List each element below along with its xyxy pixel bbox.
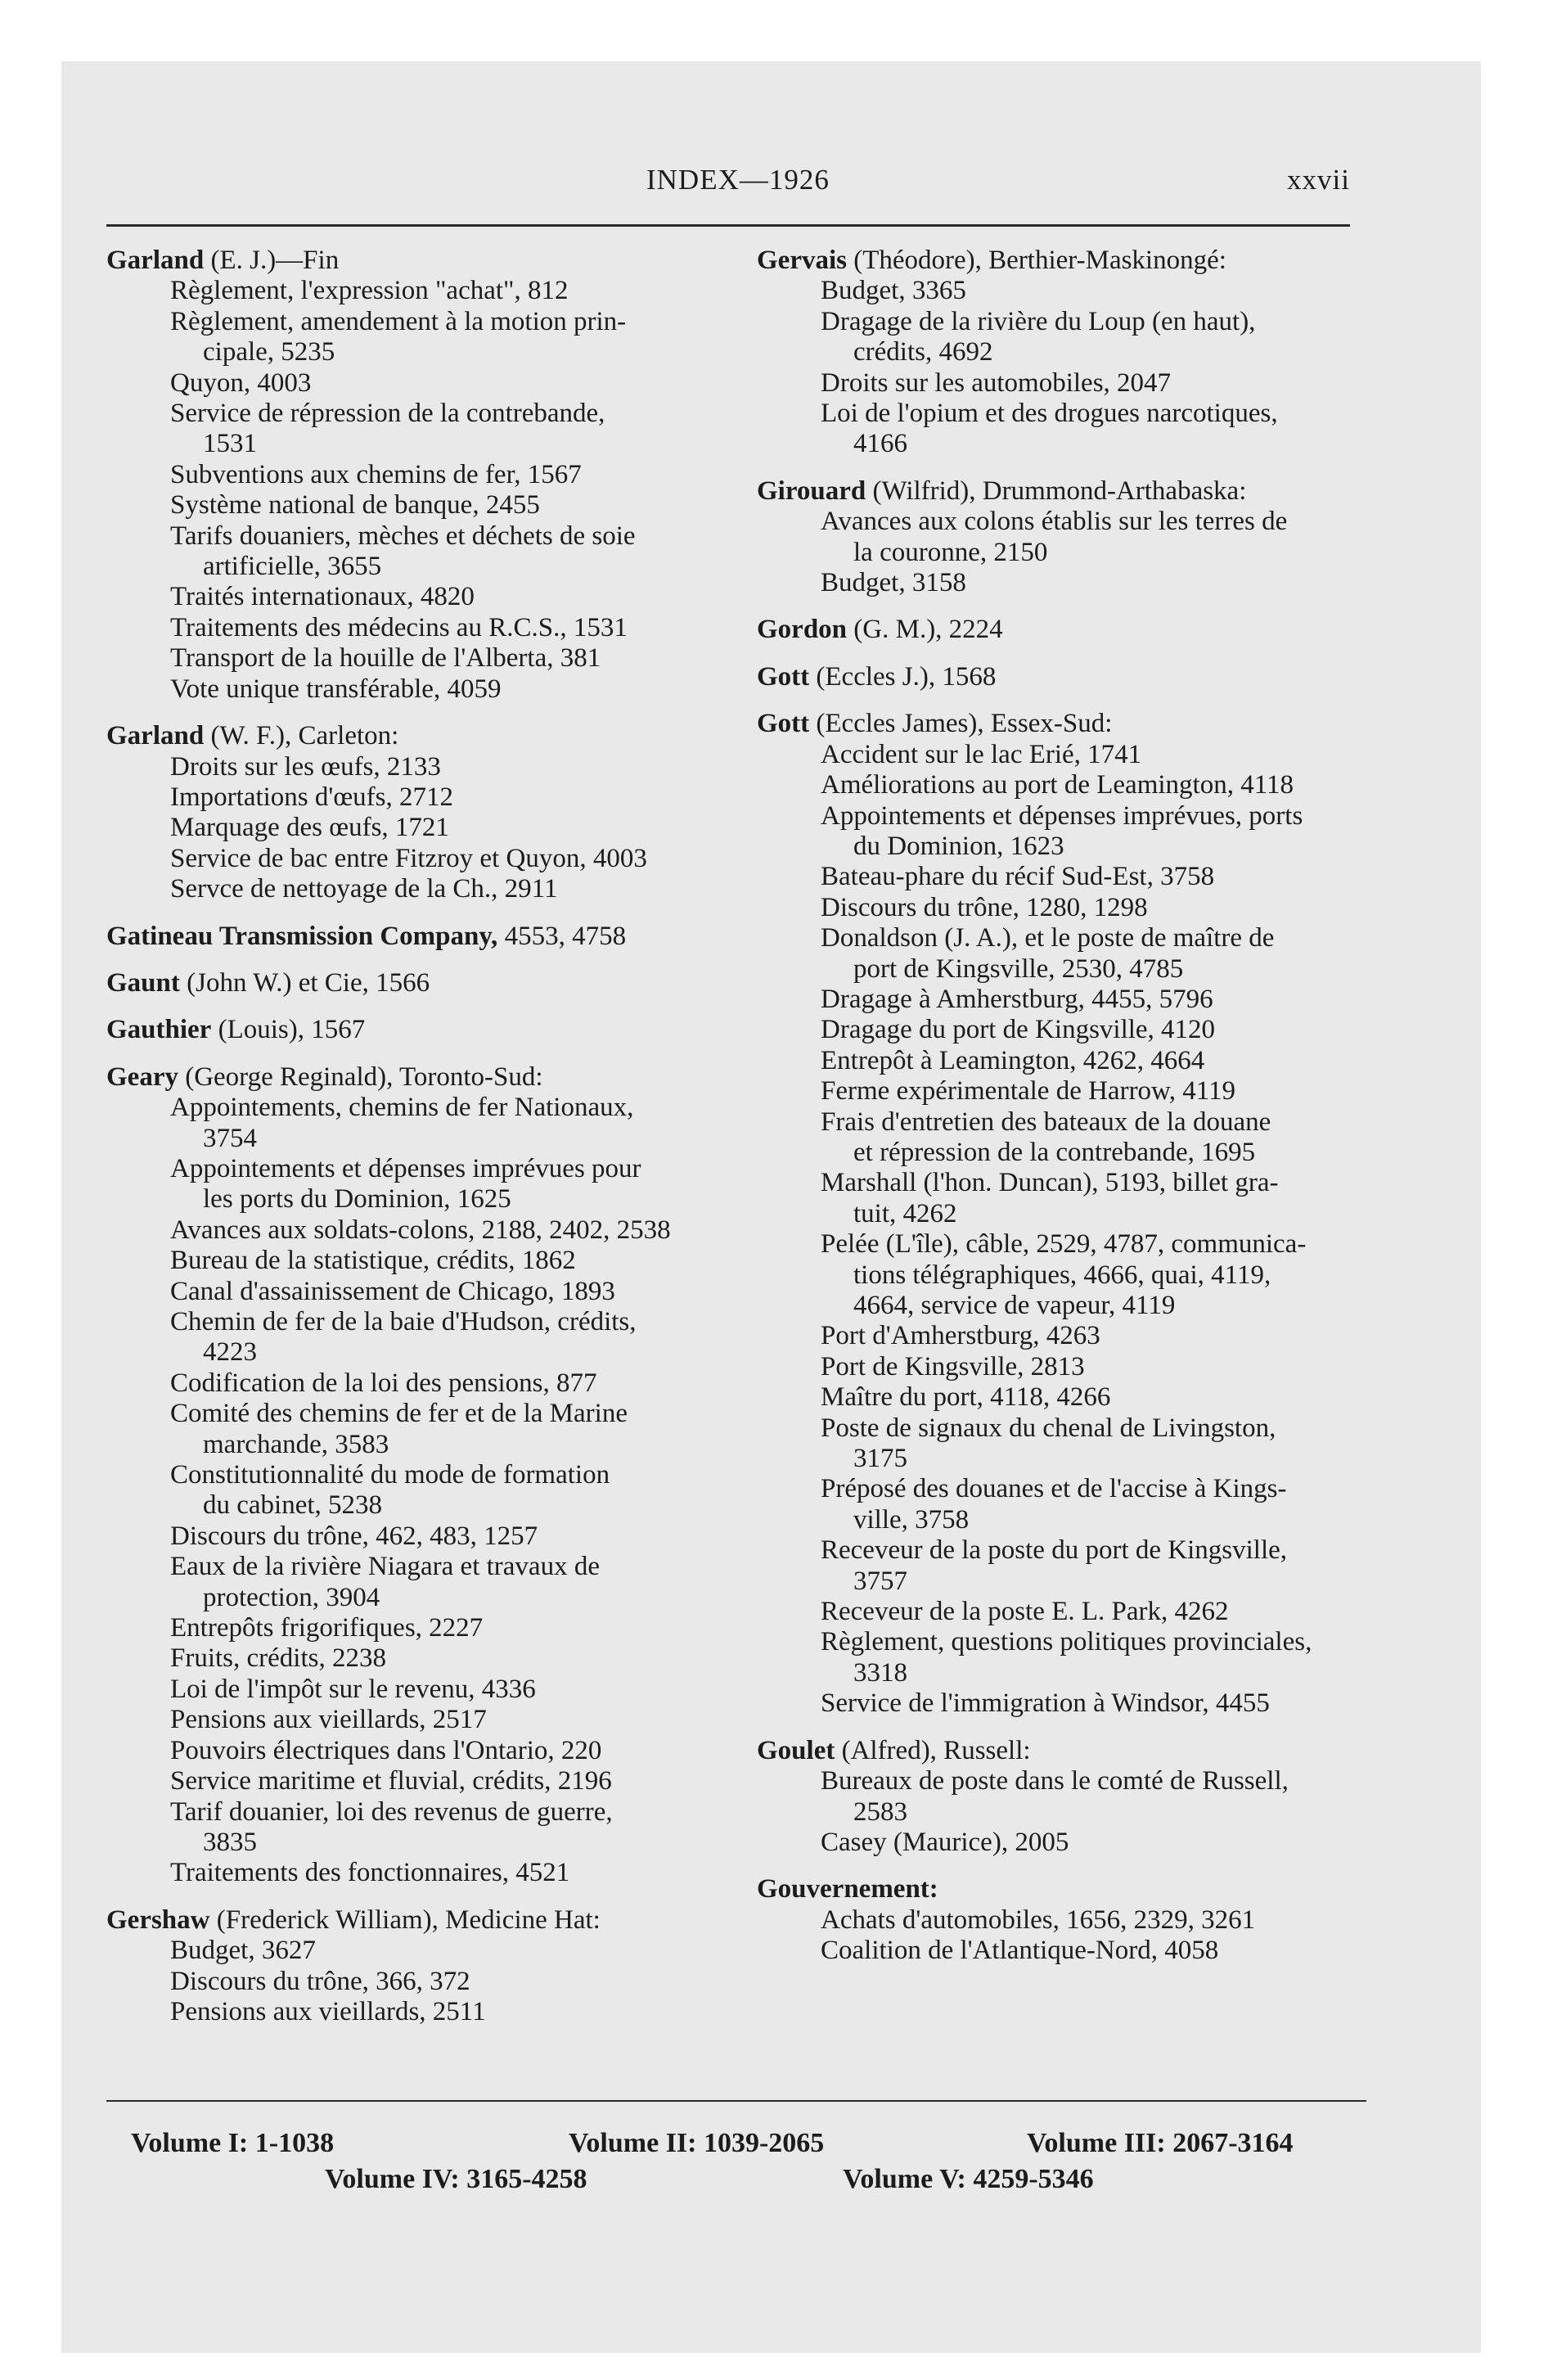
entry-name: Gervais [757,246,847,275]
entry-subitem [106,1675,728,1705]
subitem-text: Pelée (L'île), câble, 2529, 4787, communica- [821,1229,1307,1260]
entry-name: Gaunt [106,967,180,998]
subitem-text: Fruits, crédits, 2238 [170,1643,386,1674]
entry-subitem [106,368,728,399]
entry-subitem [106,1858,728,1888]
subitem-text: Service de bac entre Fitzroy et Quyon, 4003 [170,843,647,873]
left-column [106,246,728,2027]
entry-heading [757,476,1366,507]
subitem-text: Receveur de la poste du port de Kingsville, [821,1535,1288,1566]
subitem-text: Accident sur le lac Erié, 1741 [821,739,1142,769]
entry-subitem [106,813,728,843]
subitem-text: Pensions aux vieillards, 2517 [170,1705,487,1735]
subitem-text: Règlement, l'expression "achat", 812 [170,276,569,306]
entry-subitem [757,1229,1366,1321]
entry-heading [106,1062,728,1093]
entry-subitem [757,1015,1366,1045]
entry-subitem [106,874,728,904]
entry-subitem [106,307,728,368]
subitem-text: Tarif douanier, loi des revenus de guerre, [170,1796,613,1827]
subitem-continuation: la couronne, 2150 [853,537,1048,567]
entry-subitem [106,674,728,705]
entry-name: Girouard [757,476,866,506]
entry-subitem [757,740,1366,770]
subitem-continuation: cipale, 5235 [203,337,335,367]
subitem-continuation: protection, 3904 [203,1582,380,1612]
subitem-continuation: ville, 3758 [853,1504,970,1535]
page-header [106,164,1350,213]
subitem-text: Dragage de la rivière du Loup (en haut), [821,306,1256,336]
entry-subitem [106,1246,728,1276]
entry-subitem [757,923,1366,985]
subitem-text: Importations d'œufs, 2712 [170,782,454,812]
index-entry [106,968,728,998]
subitem-text: Budget, 3627 [170,1936,316,1966]
index-entry [106,1015,728,1045]
subitem-text: Droits sur les automobiles, 2047 [821,367,1172,398]
index-entry [106,246,728,705]
subitem-text: Constitutionnalité du mode de formation [170,1460,610,1490]
subitem-text: Frais d'entretien des bateaux de la douane [821,1107,1271,1137]
subitem-text: Maître du port, 4118, 4266 [821,1382,1111,1413]
entry-subitem [757,1597,1366,1627]
subitem-text: Donaldson (J. A.), et le poste de maître de [821,923,1275,953]
index-entry [757,476,1366,599]
index-entry [757,709,1366,1719]
entry-name: Geary [106,1062,178,1092]
subitem-text: Port de Kingsville, 2813 [821,1351,1085,1382]
subitem-text: Traités internationaux, 4820 [170,582,475,612]
entry-detail: (Wilfrid), Drummond-Arthabaska: [866,476,1247,506]
entry-subitem [757,1474,1366,1535]
entry-subitem [106,1997,728,2027]
entry-detail: (George Reginald), Toronto-Sud: [178,1062,543,1092]
subitem-text: Dragage à Amherstburg, 4455, 5796 [821,984,1213,1014]
subitem-text: Bateau-phare du récif Sud-Est, 3758 [821,862,1215,892]
entry-subitem [757,1168,1366,1229]
subitem-text: Discours du trône, 1280, 1298 [821,892,1148,922]
subitem-text: Vote unique transférable, 4059 [170,674,502,704]
entry-heading [106,246,728,276]
subitem-text: Chemin de fer de la baie d'Hudson, crédits, [170,1307,637,1336]
entry-subitem [106,1736,728,1766]
subitem-continuation: artificielle, 3655 [203,552,382,582]
subitem-text: Budget, 3158 [821,568,966,598]
subitem-continuation: 3835 [203,1827,257,1857]
entry-subitem [757,1046,1366,1076]
entry-subitem [757,1828,1366,1858]
subitem-text: Port d'Amherstburg, 4263 [821,1321,1100,1351]
entry-detail: (Louis), 1567 [211,1015,366,1045]
entry-subitem [106,1521,728,1552]
subitem-continuation: 3757 [853,1566,907,1596]
subitem-text: Bureaux de poste dans le comté de Russell, [821,1766,1289,1796]
index-entry [106,1062,728,1889]
entry-detail: (E. J.)—Fin [204,246,340,275]
subitem-text: Codification de la loi des pensions, 877 [170,1368,597,1398]
subitem-text: Casey (Maurice), 2005 [821,1827,1069,1857]
subitem-text: Ferme expérimentale de Harrow, 4119 [821,1076,1236,1107]
subitem-text: Quyon, 4003 [170,367,312,398]
entry-subitem [106,1797,728,1859]
index-entry [106,721,728,904]
subitem-text: Achats d'automobiles, 1656, 2329, 3261 [821,1904,1256,1935]
entry-heading [106,968,728,998]
subitem-text: Marshall (l'hon. Duncan), 5193, billet gra- [821,1168,1279,1198]
entry-subitem [757,801,1366,863]
entry-heading [757,662,1366,692]
entry-name: Gouvernement: [757,1874,938,1904]
entry-subitem [757,1321,1366,1351]
entry-subitem [106,1154,728,1215]
entry-detail: (Théodore), Berthier-Maskinongé: [846,246,1226,275]
subitem-text: Système national de banque, 2455 [170,490,540,521]
entry-name: Gott [757,709,810,739]
subitem-text: Règlement, questions politiques provinciales, [821,1627,1312,1657]
subitem-continuation: 1531 [203,429,257,459]
subitem-text: Appointements et dépenses imprévues, ports [821,800,1303,831]
volume-4-range: Volume IV: 3165-4258 [325,2164,587,2194]
entry-subitem [106,1613,728,1643]
subitem-text: Améliorations au port de Leamington, 4118 [821,770,1294,800]
subitem-text: Traitements des médecins au R.C.S., 1531 [170,612,628,642]
entry-subitem [757,307,1366,368]
index-entry [106,922,728,952]
subitem-text: Avances aux soldats-colons, 2188, 2402, 2538 [170,1215,671,1245]
header-rule [106,224,1350,227]
entry-name: Gordon [757,615,848,645]
entry-detail: (John W.) et Cie, 1566 [179,967,430,998]
entry-detail: (Eccles J.), 1568 [809,661,997,692]
subitem-text: Traitements des fonctionnaires, 4521 [170,1858,570,1888]
index-entry [757,615,1366,645]
entry-name: Goulet [757,1735,835,1765]
entry-name: Gershaw [106,1904,210,1935]
subitem-text: Discours du trône, 462, 483, 1257 [170,1521,538,1551]
entry-heading [106,1905,728,1936]
entry-heading [106,721,728,751]
subitem-text: Comité des chemins de fer et de la Marine [170,1399,628,1429]
subitem-continuation: port de Kingsville, 2530, 4785 [853,953,1184,984]
index-entry [757,1874,1366,1966]
entry-detail: (Alfred), Russell: [835,1735,1031,1765]
entry-heading [106,1015,728,1045]
entry-subitem [757,770,1366,800]
subitem-text: Entrepôts frigorifiques, 2227 [170,1613,484,1643]
subitem-continuation: marchande, 3583 [203,1429,389,1459]
entry-subitem [106,1277,728,1307]
subitem-continuation: 3175 [853,1444,907,1474]
entry-subitem [757,1382,1366,1413]
entry-subitem [757,893,1366,923]
subitem-continuation: tions télégraphiques, 4666, quai, 4119, [853,1260,1271,1290]
subitem-continuation: crédits, 4692 [853,337,993,367]
entry-heading [757,1874,1366,1904]
subitem-continuation: du cabinet, 5238 [203,1490,383,1521]
entry-subitem [106,1368,728,1399]
subitem-text: Coalition de l'Atlantique-Nord, 4058 [821,1936,1219,1966]
subitem-text: Entrepôt à Leamington, 4262, 4664 [821,1045,1205,1075]
entry-subitem [106,276,728,306]
entry-subitem [106,490,728,521]
subitem-text: Pouvoirs électriques dans l'Ontario, 220 [170,1735,602,1765]
volume-1-range: Volume I: 1-1038 [131,2128,335,2158]
index-entry [106,1905,728,2028]
entry-name: Garland [106,721,205,751]
entry-subitem [757,1905,1366,1936]
subitem-text: Receveur de la poste E. L. Park, 4262 [821,1597,1229,1627]
entry-subitem [757,1936,1366,1966]
subitem-continuation: et répression de la contrebande, 1695 [853,1137,1256,1167]
subitem-text: Discours du trône, 366, 372 [170,1966,470,1996]
entry-name: Gatineau Transmission Company, [106,921,498,951]
entry-subitem [106,752,728,782]
entry-subitem [106,782,728,813]
right-column [757,246,1366,1967]
index-entry [757,246,1366,460]
entry-subitem [757,276,1366,306]
entry-subitem [106,643,728,674]
subitem-continuation: les ports du Dominion, 1625 [203,1184,511,1215]
subitem-continuation: 4664, service de vapeur, 4119 [853,1291,1176,1320]
entry-detail: (Eccles James), Essex-Sud: [809,709,1113,739]
subitem-text: Loi de l'impôt sur le revenu, 4336 [170,1674,536,1704]
entry-subitem [106,613,728,643]
entry-subitem [757,1076,1366,1107]
entry-subitem [106,1967,728,1997]
entry-name: Garland [106,246,205,275]
entry-subitem [106,521,728,583]
subitem-text: Marquage des œufs, 1721 [170,813,449,843]
index-entry [757,662,1366,692]
entry-subitem [757,1107,1366,1169]
subitem-continuation: tuit, 4262 [853,1198,957,1228]
entry-subitem [106,1093,728,1154]
entry-subitem [106,844,728,874]
entry-subitem [757,862,1366,892]
subitem-text: Subventions aux chemins de fer, 1567 [170,459,582,489]
entry-heading [757,709,1366,739]
entry-subitem [757,399,1366,460]
entry-name: Gott [757,661,810,692]
entry-subitem [106,1766,728,1796]
entry-subitem [106,1460,728,1521]
subitem-text: Service de l'immigration à Windsor, 4455 [821,1688,1270,1719]
entry-subitem [757,1413,1366,1475]
subitem-text: Poste de signaux du chenal de Livingston, [821,1413,1276,1443]
entry-subitem [106,460,728,490]
entry-subitem [106,582,728,612]
entry-subitem [106,1705,728,1735]
entry-heading [757,615,1366,645]
entry-detail: (G. M.), 2224 [847,615,1003,645]
subitem-text: Règlement, amendement à la motion prin- [170,306,627,336]
volume-5-range: Volume V: 4259-5346 [843,2164,1094,2194]
entry-heading [757,246,1366,276]
subitem-text: Service maritime et fluvial, crédits, 2196 [170,1766,612,1796]
entry-detail: (W. F.), Carleton: [204,721,399,751]
entry-detail: 4553, 4758 [497,921,627,951]
footer-rule [106,2100,1366,2102]
entry-subitem [106,1936,728,1966]
subitem-text: Droits sur les œufs, 2133 [170,751,441,782]
subitem-continuation: 3754 [203,1123,257,1153]
entry-subitem [757,1535,1366,1597]
page-title: INDEX—1926 [646,164,830,196]
subitem-text: Servce de nettoyage de la Ch., 2911 [170,874,558,904]
entry-subitem [106,1307,728,1368]
entry-subitem [106,399,728,460]
volume-3-range: Volume III: 2067-3164 [1027,2128,1294,2158]
entry-subitem [757,985,1366,1015]
entry-subitem [757,1688,1366,1719]
entry-subitem [757,568,1366,598]
entry-subitem [106,1399,728,1460]
index-entry [757,1736,1366,1859]
volume-2-range: Volume II: 1039-2065 [569,2128,825,2158]
subitem-text: Canal d'assainissement de Chicago, 1893 [170,1276,615,1306]
subitem-text: Préposé des douanes et de l'accise à Kings- [821,1474,1287,1504]
subitem-text: Appointements, chemins de fer Nationaux, [170,1093,634,1123]
entry-detail: (Frederick William), Medicine Hat: [209,1904,601,1935]
entry-subitem [757,1627,1366,1688]
subitem-text: Appointements et dépenses imprévues pour [170,1153,641,1183]
subitem-continuation: 2583 [853,1796,907,1827]
entry-heading [757,1736,1366,1766]
subitem-text: Dragage du port de Kingsville, 4120 [821,1015,1216,1045]
entry-heading [106,922,728,952]
subitem-text: Eaux de la rivière Niagara et travaux de [170,1552,600,1582]
subitem-text: Transport de la houille de l'Alberta, 381 [170,643,601,674]
entry-subitem [757,368,1366,399]
entry-subitem [757,507,1366,568]
page-number: xxvii [1287,164,1350,196]
subitem-text: Bureau de la statistique, crédits, 1862 [170,1246,576,1276]
entry-subitem [106,1215,728,1246]
subitem-text: Avances aux colons établis sur les terres de [821,507,1288,537]
entry-subitem [106,1552,728,1613]
subitem-text: Service de répression de la contrebande, [170,399,605,429]
subitem-continuation: 3318 [853,1657,907,1688]
entry-subitem [106,1643,728,1674]
entry-subitem [757,1352,1366,1382]
entry-subitem [757,1766,1366,1828]
entry-name: Gauthier [106,1015,212,1045]
subitem-text: Pensions aux vieillards, 2511 [170,1996,486,2026]
subitem-text: Budget, 3365 [821,276,966,306]
subitem-continuation: du Dominion, 1623 [853,831,1064,861]
subitem-continuation: 4166 [853,429,907,459]
subitem-text: Tarifs douaniers, mèches et déchets de soie [170,521,636,551]
subitem-text: Loi de l'opium et des drogues narcotiques, [821,399,1278,429]
subitem-continuation: 4223 [203,1337,257,1368]
